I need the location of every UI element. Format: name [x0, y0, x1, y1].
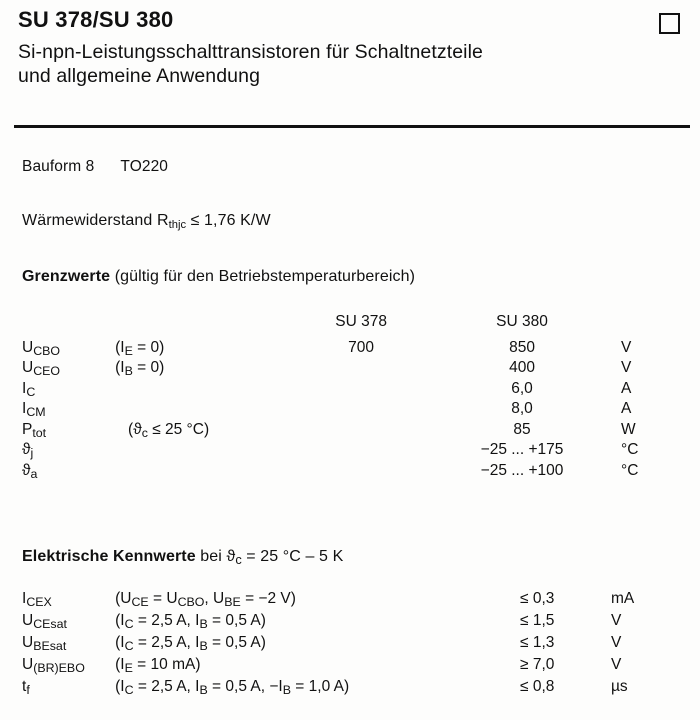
page-title: SU 378/SU 380: [18, 7, 174, 32]
table-row: [22, 654, 682, 676]
electrical-heading: [22, 548, 343, 566]
limit-condition: $(I_E = 0)$: [115, 338, 165, 358]
table-header-row: [22, 312, 682, 332]
limit-unit: °C: [621, 441, 639, 458]
limit-symbol: $P_{tot}$: [22, 420, 47, 440]
table-row: [22, 420, 682, 441]
limit-condition: $(I_B = 0)$: [115, 359, 165, 379]
limits-heading-bold: Grenzwerte: [22, 268, 111, 285]
param-condition: ($I_C = 2,5$ A, $I_B = 0,5$ A): [115, 634, 266, 654]
column-header-su380: SU 380: [496, 313, 548, 330]
limit-symbol: $ϑ_j$: [22, 441, 34, 461]
table-row: [22, 358, 682, 379]
table-row: [22, 338, 682, 359]
bauform-value: TO220: [120, 158, 169, 175]
limit-value-common: 8,0: [511, 400, 533, 417]
limit-value-su378: 700: [348, 338, 375, 356]
header-divider: [14, 125, 690, 128]
param-condition: ($U_{CE} = U_{CBO}$, $U_{BE} = -2$ V): [115, 590, 296, 610]
thermal-subscript: thjc: [168, 218, 187, 231]
column-header-su378: SU 378: [335, 313, 387, 330]
param-value: ≤ 1,5: [520, 612, 555, 629]
document-header: [18, 8, 682, 89]
param-value: ≤ 0,8: [520, 678, 555, 695]
param-symbol: $U_{(BR)EBO}$: [22, 656, 85, 676]
limit-value-common: 85: [513, 420, 531, 438]
table-row: [22, 461, 682, 482]
param-unit: µs: [611, 678, 628, 695]
limit-unit: V: [621, 359, 632, 376]
limit-value-common: 6,0: [511, 379, 533, 397]
table-row: [22, 632, 682, 654]
limit-unit: A: [621, 379, 632, 397]
param-condition: ($I_C = 2,5$ A, $I_B = 0,5$ A): [115, 612, 266, 632]
limits-table: [22, 312, 682, 481]
thermal-value: ≤ 1,76 K/W: [190, 212, 271, 229]
table-row: [22, 440, 682, 461]
param-unit: mA: [611, 590, 635, 607]
limit-value-common: −25 ... +100: [480, 461, 564, 479]
limits-heading: [22, 268, 415, 286]
limit-unit: V: [621, 338, 632, 356]
param-value: ≤ 0,3: [520, 590, 555, 607]
table-row: [22, 588, 682, 610]
thermal-label: Wärmewiderstand R: [22, 212, 169, 229]
limit-unit: A: [621, 400, 632, 417]
limit-symbol: $I_{CM}$: [22, 400, 46, 420]
param-symbol: $U_{BEsat}$: [22, 634, 67, 654]
param-symbol: $I_{CEX}$: [22, 590, 52, 610]
subtitle-line-2: und allgemeine Anwendung: [18, 65, 261, 88]
subtitle-line-1: Si-npn-Leistungsschalttransistoren für Schaltnetzteile: [18, 41, 483, 63]
table-row: [22, 399, 682, 420]
table-row: [22, 379, 682, 400]
limits-heading-normal: (gültig für den Betriebstemperaturbereich): [114, 268, 416, 285]
limit-condition: ($ϑ_c \le 25$ °C): [115, 420, 210, 440]
limit-symbol: $ϑ_a$: [22, 461, 38, 481]
title-row: [18, 8, 682, 34]
limit-symbol: $U_{CEO}$: [22, 359, 61, 379]
limit-value-su380: 850: [509, 338, 535, 356]
limit-unit: °C: [621, 461, 639, 479]
thermal-resistance-line: [22, 212, 271, 230]
bauform-label: Bauform 8: [22, 158, 95, 175]
limit-symbol: $I_C$: [22, 379, 36, 399]
electrical-heading-normal: bei $ϑ_c = 25$ °C – 5 K: [200, 548, 344, 568]
param-unit: V: [611, 634, 622, 651]
electrical-table: [22, 588, 682, 698]
limit-value-common: −25 ... +175: [480, 441, 564, 458]
limit-value-common: 400: [509, 359, 535, 376]
param-unit: V: [611, 612, 622, 629]
limit-symbol: $U_{CBO}$: [22, 338, 61, 358]
electrical-heading-bold: Elektrische Kennwerte: [22, 548, 196, 565]
param-value: ≥ 7,0: [520, 656, 555, 673]
param-symbol: $U_{CEsat}$: [22, 612, 67, 632]
table-row: [22, 610, 682, 632]
limit-unit: W: [621, 420, 636, 438]
param-symbol: $t_f$: [22, 678, 30, 698]
param-condition: ($I_E = 10$ mA): [115, 656, 201, 676]
param-value: ≤ 1,3: [520, 634, 555, 651]
square-box-icon: [659, 13, 680, 34]
param-unit: V: [611, 656, 622, 673]
bauform-line: [22, 158, 168, 176]
table-row: [22, 676, 682, 698]
document-subtitle: [18, 40, 682, 89]
param-condition: ($I_C = 2,5$ A, $I_B = 0,5$ A, $-I_B = 1,0$ A): [115, 678, 350, 698]
